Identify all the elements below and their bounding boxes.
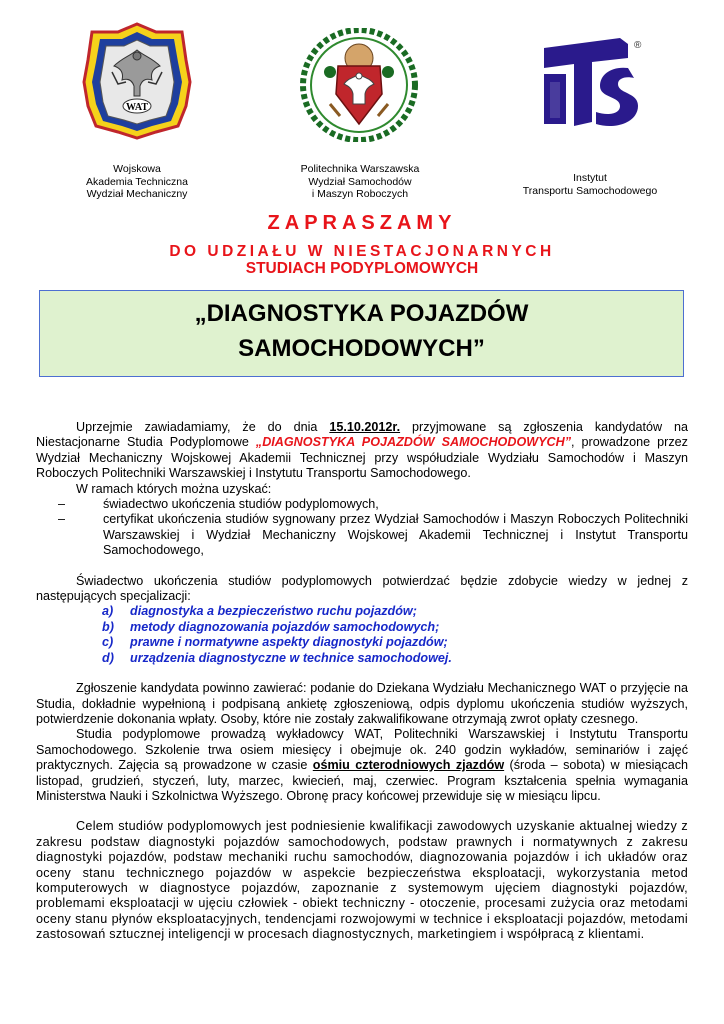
specializations-list [102,604,688,666]
deadline-date: 15.10.2012r. [329,420,401,434]
list-marker: d) [102,650,114,665]
specialization-text: diagnostyka a bezpieczeństwo ruchu pojazdów; [130,604,417,619]
course-name-inline: „DIAGNOSTYKA POJAZDÓW SAMOCHODOWYCH” [255,435,572,450]
dash-bullet: – [58,512,66,527]
specializations-intro: Świadectwo ukończenia studiów podyplomowych potwierdzać będzie zdobycie wiedzy w jednej z następujących specjalizacji: [36,573,688,604]
specialization-text: metody diagnozowania pojazdów samochodowych; [130,619,440,634]
course-title-line1: „DIAGNOSTYKA POJAZDÓW [194,300,529,327]
list-marker: a) [102,604,114,619]
its-registered-mark: ® [634,40,642,51]
wat-logo [82,22,192,140]
list-marker: b) [102,619,114,634]
invite-heading: ZAPRASZAMY [267,212,457,234]
benefits-lead: W ramach których można uzyskać: [76,481,272,496]
invite-subheading [0,243,724,277]
program-sessions: ośmiu czterodniowych zjazdów [312,758,505,773]
institution-wat: Wojskowa Akademia Techniczna Wydział Mechaniczny [86,163,188,200]
list-item [102,620,688,635]
course-title [40,296,683,366]
benefits-list [58,497,688,559]
application-paragraph: Zgłoszenie kandydata powinno zawierać: podanie do Dziekana Wydziału Mechanicznego WAT o przyjęcie na Studia, dokładnie wypełnioną i podpisaną ankietę zgłoszeniową, odpis dyplomu ukończenia studiów wyższych, potwierdzenie dokonania wpłaty. Osoby, które nie zostały zakwalifikowane otrzymają zwrot opłaty czesnego. [36,681,688,726]
institution-its: Instytut Transportu Samochodowego [522,172,658,197]
benefit-text: świadectwo ukończenia studiów podyplomowych, [103,497,379,512]
invite-subheading-line1: DO UDZIAŁU W NIESTACJONARNYCH [169,243,555,260]
intro-text-a: Uprzejmie zawiadamiamy, że do dnia [76,420,330,434]
list-item [102,651,688,666]
invite-subheading-line2: STUDIACH PODYPLOMOWYCH [245,260,479,277]
list-item [102,604,688,619]
list-item [58,497,688,512]
course-title-line2: SAMOCHODOWYCH” [238,335,485,362]
program-paragraph [36,727,688,804]
dash-bullet: – [58,497,66,512]
pw-logo [300,28,418,142]
benefit-text: certyfikat ukończenia studiów sygnowany przez Wydział Samochodów i Maszyn Roboczych Politechniki Warszawskiej i Wydział Mechaniczny Wojskowej Akademii Technicznej i Instytut Transportu Samochodowego, [103,512,688,558]
institution-pw: Politechnika Warszawska Wydział Samochodów i Maszyn Roboczych [300,163,420,200]
list-marker: c) [102,635,114,650]
its-logo [530,34,648,130]
specialization-text: urządzenia diagnostyczne w technice samochodowej. [130,650,452,665]
intro-text-c: , prowadzone przez Wydział Mechaniczny Wojskowej Akademii Technicznej przy współudziale Wydziału Samochodów i Maszyn Roboczych Politechniki Warszawskiej i Instytutu Transportu Samochodowego. [36,435,688,481]
intro-text-b: przyjmowane są zgłoszenia kandydatów na Niestacjonarne Studia Podyplomowe [36,420,688,450]
logos-row [0,22,724,142]
wat-logo-text: WAT [125,102,149,113]
specialization-text: prawne i normatywne aspekty diagnostyki pojazdów; [130,635,448,650]
list-item [58,512,688,558]
goal-paragraph: Celem studiów podyplomowych jest podniesienie kwalifikacji zawodowych uzyskanie aktualnej wiedzy z zakresu podstaw diagnostyki pojazdów samochodowych, podstaw prawnych i normatywnych z zakresu diagnostyki pojazdów, podstaw mechaniki ruchu samochodów, diagnozowania pojazdów i ich układów oraz oceny stanu technicznego pojazdów w aspekcie bezpieczeństwa eksploatacji, wykorzystania metod komputerowych w diagnostyce pojazdów, zapoznanie z systemowym ujęciem diagnostyki pojazdów, problemami eksploatacji w ujęciu człowiek - obiekt techniczny - otoczenie, procesami zużycia oraz metodami oceny stanu płynów eksploatacyjnych, tendencjami rozwojowymi w technice i eksploatacji pojazdów, metodami zastosowań sztucznej inteligencji w procesach diagnostycznych, marketingiem i współpracą z klientami. [36,819,688,942]
list-item [102,635,688,650]
document-body [36,420,688,943]
intro-paragraph [36,420,688,482]
program-text-a: Studia podyplomowe prowadzą wykładowcy WAT, Politechniki Warszawskiej i Instytutu Transportu Samochodowego. Szkolenie trwa osiem miesięcy i obejmuje ok. 240 godzin wykładów, seminariów i zajęć praktycznych. Zajęcia są prowadzone w czasie [36,727,688,773]
program-text-b: (środa – sobota) w miesiącach listopad, grudzień, styczeń, luty, marzec, kwiecień, maj, czerwiec. Program kształcenia spełnia wymagania Ministerstwa Nauki i Szkolnictwa Wyższego. Obronę pracy końcowej przewiduje się w miesiącu lipcu. [36,758,688,803]
course-title-box [39,290,684,377]
